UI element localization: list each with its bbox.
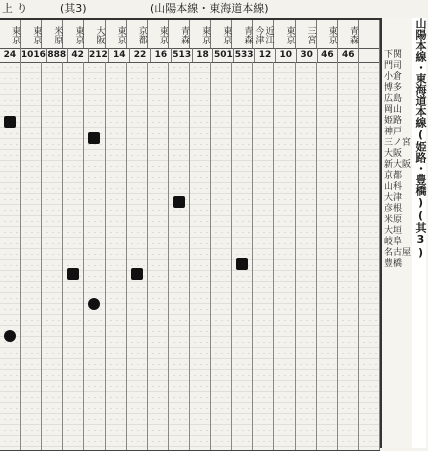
destination-cell: 三宮 [296, 20, 317, 48]
station-name: 新大阪 [384, 160, 412, 170]
service-marker [88, 132, 100, 144]
destination-cell: 京都 [127, 20, 148, 48]
time-entries [255, 62, 271, 450]
station-name: 名古屋 [384, 248, 412, 258]
destination-cell: 近江今津 [253, 20, 274, 48]
destination-cell: 青森 [169, 20, 190, 48]
train-number: 10 [276, 48, 297, 62]
time-entries [23, 62, 39, 450]
time-entries [234, 62, 250, 450]
destination-cell: 東京 [63, 20, 84, 48]
station-name: 彦根 [384, 204, 403, 214]
destination-cell: 東京 [21, 20, 42, 48]
timetable-header [0, 0, 380, 18]
destination-cell [359, 20, 380, 48]
service-marker [4, 116, 16, 128]
destination-cell: 東京 [317, 20, 338, 48]
train-column [42, 62, 63, 450]
section-number: (其3) [60, 2, 87, 15]
destination-cell: 東京 [0, 20, 21, 48]
time-entries [192, 62, 208, 450]
time-entries [298, 62, 314, 450]
destination-header-row [0, 20, 380, 49]
station-name: 山科 [384, 182, 403, 192]
train-column [106, 62, 127, 450]
station-name: 博多 [384, 83, 403, 93]
train-column [274, 62, 295, 450]
station-name: 京都 [384, 171, 403, 181]
train-column [296, 62, 317, 450]
train-number: 16 [151, 48, 172, 62]
train-number: 46 [338, 48, 359, 62]
timetable-grid [0, 18, 380, 451]
station-name: 大阪 [384, 149, 403, 159]
train-number: 18 [193, 48, 214, 62]
destination-cell: 大阪 [84, 20, 105, 48]
destination-cell: 東京 [211, 20, 232, 48]
time-entries [276, 62, 292, 450]
train-number: 46 [318, 48, 339, 62]
train-number: 24 [0, 48, 21, 62]
train-number: 30 [297, 48, 318, 62]
destination-cell: 東京 [106, 20, 127, 48]
train-column [232, 62, 253, 450]
train-column [253, 62, 274, 450]
station-name: 三ノ宮 [384, 138, 412, 148]
service-marker [4, 330, 16, 342]
train-number: 513 [172, 50, 192, 60]
time-entries [171, 62, 187, 450]
station-list [384, 50, 412, 448]
train-column [127, 62, 148, 450]
service-marker [67, 268, 79, 280]
destination-cell: 米原 [42, 20, 63, 48]
destination-cell: 東京 [148, 20, 169, 48]
station-name: 広島 [384, 94, 403, 104]
destination-cell: 東京 [274, 20, 295, 48]
station-name: 豊橋 [384, 259, 403, 269]
destination-cell: 青森 [232, 20, 253, 48]
train-column [0, 62, 21, 450]
destination-cell: 青森 [338, 20, 359, 48]
train-number: 501 [213, 50, 233, 60]
time-entries [86, 62, 102, 450]
time-entries [150, 62, 166, 450]
station-name: 神戸 [384, 127, 403, 137]
time-entries [361, 62, 377, 450]
service-marker [173, 196, 185, 208]
train-column [338, 62, 359, 450]
train-number: 22 [130, 48, 151, 62]
time-entries [319, 62, 335, 450]
train-column [63, 62, 84, 450]
service-marker [236, 258, 248, 270]
train-column [190, 62, 211, 450]
schedule-body [0, 62, 380, 450]
station-name: 大津 [384, 193, 403, 203]
train-number-row [0, 48, 380, 63]
train-number [359, 48, 380, 62]
time-entries [340, 62, 356, 450]
station-name: 姫路 [384, 116, 403, 126]
line-names: (山陽本線・東海道本線) [150, 2, 269, 15]
train-number: 888 [47, 50, 67, 60]
station-name: 門司 [384, 61, 403, 71]
train-number: 12 [255, 48, 276, 62]
station-panel-title: 山陽本線・東海道本線(姫路・豊橋)(其3) [412, 18, 426, 448]
station-name: 小倉 [384, 72, 403, 82]
train-column [317, 62, 338, 450]
station-name: 大垣 [384, 226, 403, 236]
train-number: 14 [109, 48, 130, 62]
time-entries [129, 62, 145, 450]
station-panel [380, 18, 428, 448]
service-marker [131, 268, 143, 280]
station-name: 下関 [384, 50, 403, 60]
time-entries [213, 62, 229, 450]
train-column [84, 62, 105, 450]
train-column [169, 62, 190, 450]
direction-label: 上 り [2, 2, 28, 15]
train-number: 533 [234, 50, 254, 60]
train-number: 212 [89, 50, 108, 60]
time-entries [44, 62, 60, 450]
train-column [211, 62, 232, 450]
train-column [21, 62, 42, 450]
destination-cell: 東京 [190, 20, 211, 48]
train-column [148, 62, 169, 450]
train-number: 1016 [20, 50, 46, 60]
station-name: 岡山 [384, 105, 403, 115]
train-column [359, 62, 380, 450]
station-name: 米原 [384, 215, 403, 225]
service-marker [88, 298, 100, 310]
train-number: 42 [68, 48, 89, 62]
time-entries [65, 62, 81, 450]
station-name: 岐阜 [384, 237, 403, 247]
time-entries [108, 62, 124, 450]
